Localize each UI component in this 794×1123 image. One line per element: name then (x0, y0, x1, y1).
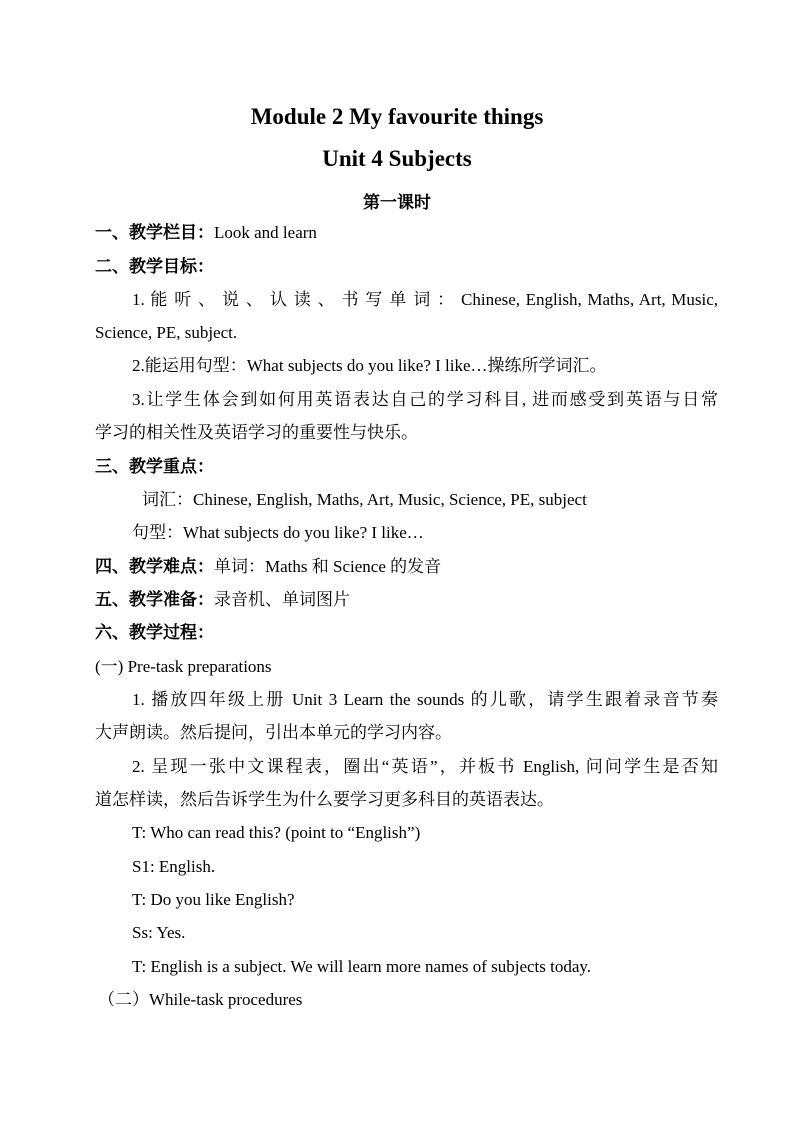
section-5-text: 录音机、单词图片 (214, 590, 350, 609)
lesson-label: 第一课时 (363, 193, 431, 212)
step-2-line-2: 道怎样读，然后告诉学生为什么要学习更多科目的英语表达。 (95, 790, 554, 809)
section-4-heading: 四、教学难点： (95, 557, 214, 576)
objective-1-line-1: 1. 能 听 、 说 、 认 读 、 书 写 单 词 ： Chinese, English, Maths, Art, Music, (132, 290, 718, 309)
section-2-heading: 二、教学目标： (95, 257, 214, 276)
step-1-line-2: 大声朗读。然后提问，引出本单元的学习内容。 (95, 723, 452, 742)
objective-3-line-2: 学习的相关性及英语学习的重要性与快乐。 (95, 423, 418, 442)
dialog-line-3: T: Do you like English? (132, 890, 295, 909)
dialog-line-2: S1: English. (132, 857, 216, 876)
dialog-line-5: T: English is a subject. We will learn more names of subjects today. (132, 957, 592, 976)
key-sentence-pattern: 句型：What subjects do you like? I like… (132, 523, 424, 542)
pre-task-heading: (一) Pre-task preparations (95, 657, 272, 676)
section-4-text: 单词：Maths 和 Science 的发音 (214, 557, 442, 576)
section-1 (95, 222, 317, 244)
while-task-heading: （二）While-task procedures (98, 990, 303, 1009)
step-1-line-1: 1. 播放四年级上册 Unit 3 Learn the sounds 的儿歌，请学生跟着录音节奏 (132, 690, 718, 709)
unit-title: Unit 4 Subjects (322, 146, 472, 171)
key-vocabulary: 词汇：Chinese, English, Maths, Art, Music, Science, PE, subject (142, 490, 587, 509)
step-2-line-1: 2. 呈现一张中文课程表，圈出“英语”，并板书 English, 问问学生是否知 (132, 757, 718, 776)
objective-1-line-2: Science, PE, subject. (95, 323, 238, 342)
section-5-heading: 五、教学准备： (95, 590, 214, 609)
section-1-heading: 一、教学栏目： (95, 223, 214, 242)
objective-3-line-1: 3.让学生体会到如何用英语表达自己的学习科目, 进而感受到英语与日常 (132, 390, 718, 409)
objective-2: 2.能运用句型：What subjects do you like? I like…操练所学词汇。 (132, 356, 607, 375)
section-1-text: Look and learn (214, 223, 317, 242)
dialog-line-4: Ss: Yes. (132, 923, 186, 942)
dialog-line-1: T: Who can read this? (point to “English”) (132, 823, 421, 842)
section-6-heading: 六、教学过程： (95, 623, 214, 642)
section-4 (95, 556, 441, 578)
section-5 (95, 589, 350, 611)
document-title: Module 2 My favourite things (250, 104, 544, 129)
section-3-heading: 三、教学重点： (95, 457, 214, 476)
